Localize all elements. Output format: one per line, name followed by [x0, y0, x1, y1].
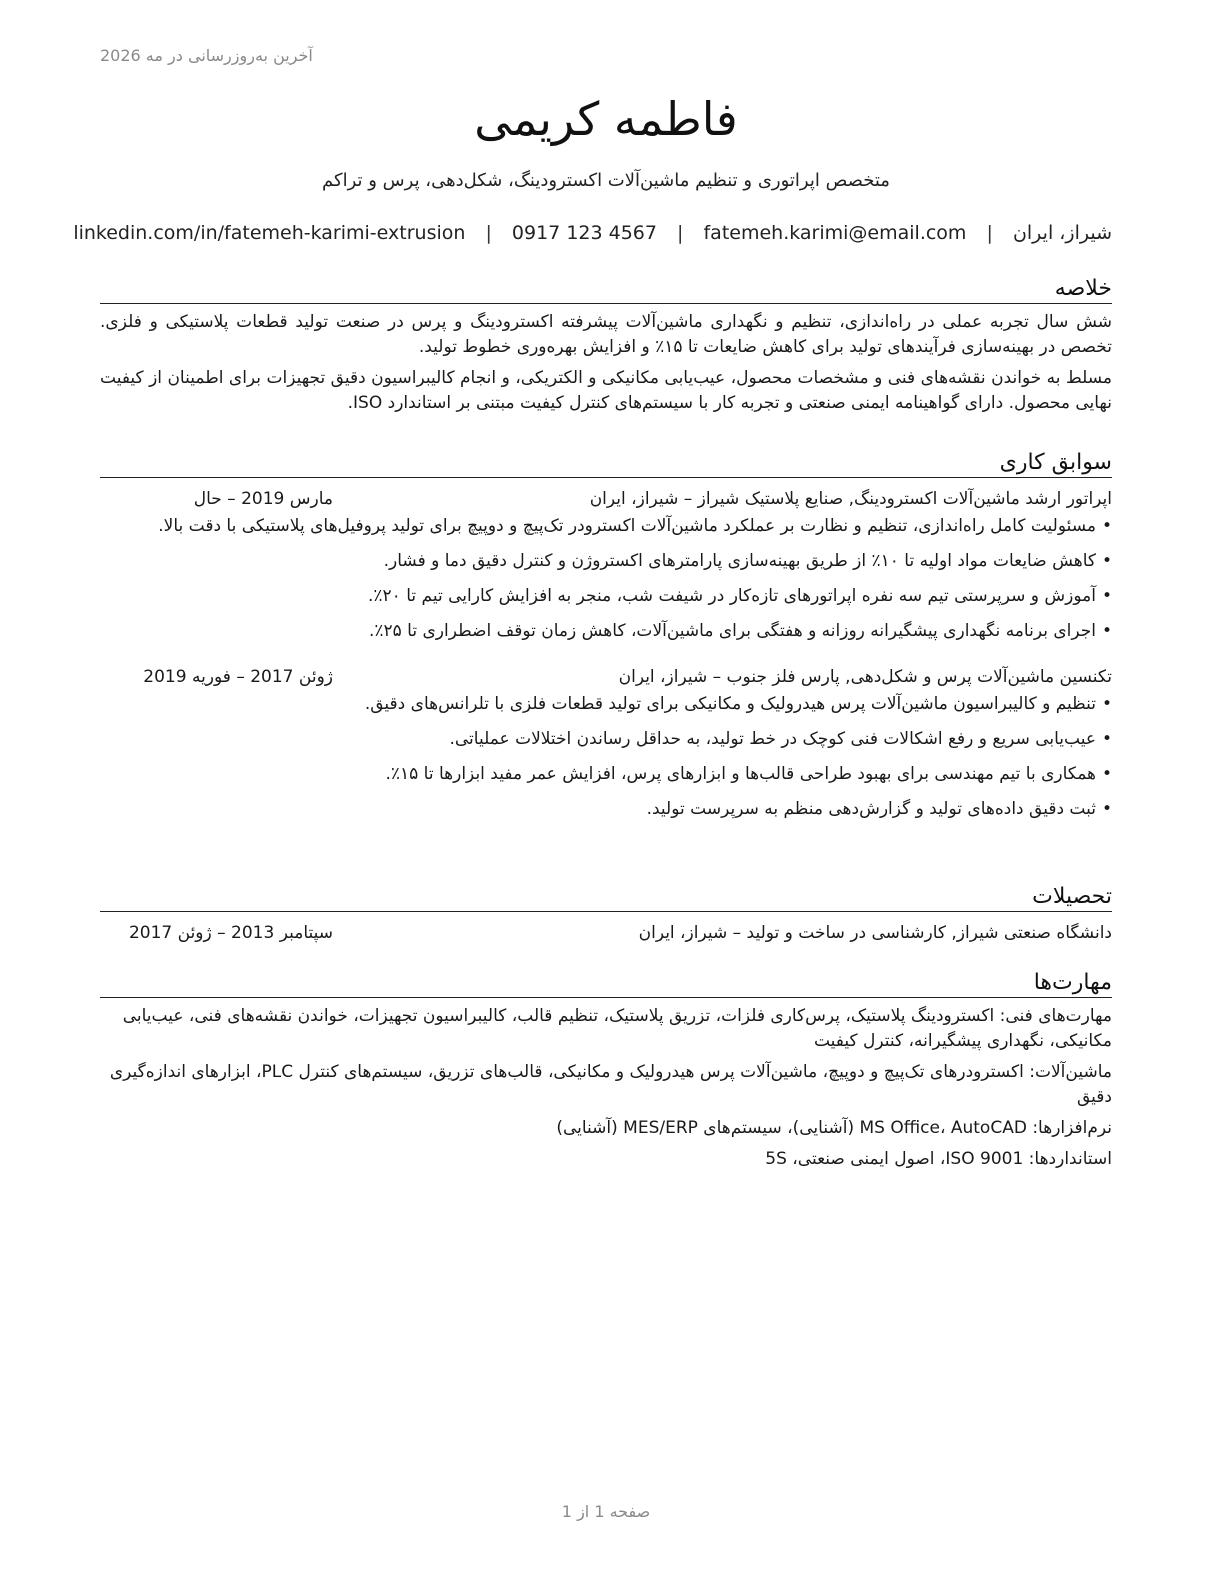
summary-paragraph: شش سال تجربه عملی در راه‌اندازی، تنظیم و نگهداری ماشین‌آلات پیشرفته اکسترودینگ و پرس در صنعت تولید قطعات پلاستیکی و فلزی. تخصص در بهینه‌سازی فرآیندهای تولید برای کاهش ضایعات تا ۱۵٪ و افزایش بهره‌وری خطوط تولید.: [100, 312, 1112, 357]
candidate-name: فاطمه کریمی: [474, 92, 738, 146]
education-section: [100, 884, 1112, 946]
job-header: [100, 486, 1112, 512]
section-title-summary: خلاصه: [100, 276, 1112, 304]
job-bullet: • تنظیم و کالیبراسیون ماشین‌آلات پرس هیدرولیک و مکانیکی برای تولید قطعات فلزی با تلرانس‌های دقیق.: [100, 692, 1112, 717]
contact-email[interactable]: fatemeh.karimi@email.com: [703, 222, 967, 244]
contact-location: شیراز، ایران: [1012, 222, 1112, 244]
job-bullet: • مسئولیت کامل راه‌اندازی، تنظیم و نظارت بر عملکرد ماشین‌آلات اکسترودر تک‌پیچ و دوپیچ برای تولید پروفیل‌های پلاستیکی با دقت بالا.: [100, 514, 1112, 539]
contact-phone[interactable]: 0917 123 4567: [511, 222, 657, 244]
job-bullet: • ثبت دقیق داده‌های تولید و گزارش‌دهی منظم به سرپرست تولید.: [100, 797, 1112, 822]
job-title: اپراتور ارشد ماشین‌آلات اکسترودینگ, صنایع پلاستیک شیراز – شیراز، ایران: [589, 489, 1112, 509]
section-title-experience: سوابق کاری: [100, 450, 1112, 478]
last-updated-note: آخرین به‌روزرسانی در مه 2026: [100, 46, 313, 65]
job-bullet: • اجرای برنامه نگهداری پیشگیرانه روزانه و هفتگی برای ماشین‌آلات، کاهش زمان توقف اضطراری تا ۲۵٪.: [100, 619, 1112, 644]
education-dates: سپتامبر 2013 – ژوئن 2017: [128, 923, 333, 943]
skills-section: [100, 970, 1112, 1172]
section-title-education: تحصیلات: [100, 884, 1112, 912]
job-dates: ژوئن 2017 – فوریه 2019: [143, 667, 333, 687]
contact-separator: |: [986, 222, 993, 244]
contact-linkedin[interactable]: linkedin.com/in/fatemeh-karimi-extrusion: [73, 222, 466, 244]
page-number: صفحه 1 از 1: [561, 1502, 651, 1521]
job-bullet: • همکاری با تیم مهندسی برای بهبود طراحی قالب‌ها و ابزارهای پرس، افزایش عمر مفید ابزارها تا ۱۵٪.: [100, 762, 1112, 787]
skill-line: نرم‌افزارها: MS Office، AutoCAD (آشنایی)، سیستم‌های MES/ERP (آشنایی): [556, 1118, 1112, 1138]
job-bullet: • کاهش ضایعات مواد اولیه تا ۱۰٪ از طریق بهینه‌سازی پارامترهای اکستروژن و کنترل دقیق دما و فشار.: [100, 549, 1112, 574]
job-bullet: • آموزش و سرپرستی تیم سه نفره اپراتورهای تازه‌کار در شیفت شب، منجر به افزایش کارایی تیم تا ۲۰٪.: [100, 584, 1112, 609]
contact-line: [73, 222, 1112, 244]
skill-line: مهارت‌های فنی: اکسترودینگ پلاستیک، پرس‌کاری فلزات، تزریق پلاستیک، تنظیم قالب، کالیبراسیون تجهیزات، خواندن نقشه‌های فنی، عیب‌یابی مکانیکی، نگهداری پیشگیرانه، کنترل کیفیت: [122, 1006, 1112, 1051]
job-header: [100, 664, 1112, 690]
education-entry: [100, 920, 1112, 946]
skill-line: استانداردها: ISO 9001، اصول ایمنی صنعتی، 5S: [765, 1149, 1112, 1169]
job-bullets: [100, 514, 1112, 644]
skill-line: ماشین‌آلات: اکسترودرهای تک‌پیچ و دوپیچ، ماشین‌آلات پرس هیدرولیک و مکانیکی، قالب‌های تزریق، سیستم‌های کنترل PLC، ابزارهای اندازه‌گیری دقیق: [109, 1062, 1112, 1107]
job-bullet: • عیب‌یابی سریع و رفع اشکالات فنی کوچک در خط تولید، به حداقل رساندن اختلالات عملیاتی.: [100, 727, 1112, 752]
section-title-skills: مهارت‌ها: [100, 970, 1112, 998]
contact-separator: |: [485, 222, 492, 244]
job-bullets: [100, 692, 1112, 822]
summary-section: [100, 276, 1112, 416]
education-title: دانشگاه صنعتی شیراز, کارشناسی در ساخت و تولید – شیراز، ایران: [638, 923, 1112, 943]
job-dates: مارس 2019 – حال: [193, 489, 333, 509]
candidate-headline: متخصص اپراتوری و تنظیم ماشین‌آلات اکسترودینگ، شکل‌دهی، پرس و تراکم: [322, 170, 890, 191]
job-title: تکنسین ماشین‌آلات پرس و شکل‌دهی, پارس فلز جنوب – شیراز، ایران: [618, 667, 1112, 687]
contact-separator: |: [677, 222, 684, 244]
experience-section: [100, 450, 1112, 832]
resume-page: [73, 0, 1112, 1584]
summary-paragraph: مسلط به خواندن نقشه‌های فنی و مشخصات محصول، عیب‌یابی مکانیکی و الکتریکی، و انجام کالیبراسیون دقیق تجهیزات برای اطمینان از کیفیت نهایی محصول. دارای گواهینامه ایمنی صنعتی و تجربه کار با سیستم‌های کنترل کیفیت مبتنی بر استاندارد ISO.: [100, 368, 1112, 413]
